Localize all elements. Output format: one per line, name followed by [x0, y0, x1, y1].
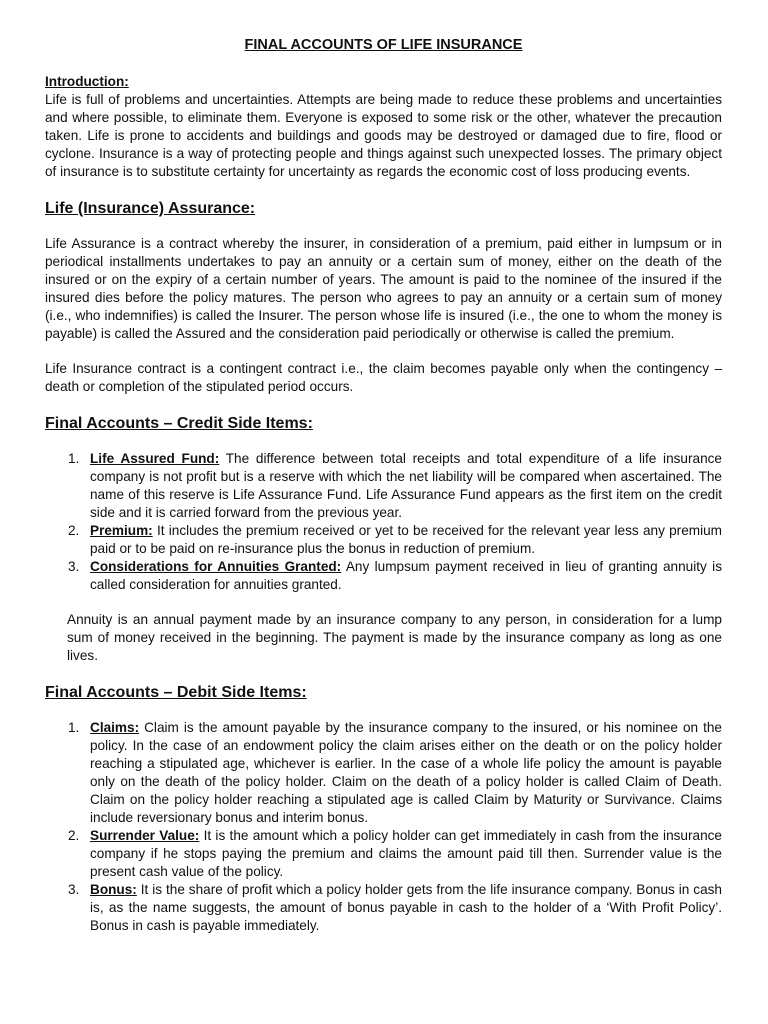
list-item [45, 719, 722, 827]
list-item [45, 827, 722, 881]
debit-side-list [45, 719, 722, 935]
list-text: It is the amount which a policy holder can get immediately in cash from the insurance company if he stops paying the premium and claims the amount paid till then. Surrender value is the present cash value of the policy. [90, 828, 722, 879]
list-term: Surrender Value: [90, 828, 200, 843]
list-number: 1. [68, 720, 80, 735]
list-text: It includes the premium received or yet to be received for the relevant year less any premium paid or to be paid on re-insurance plus the bonus in reduction of premium. [90, 523, 722, 556]
credit-side-list [45, 450, 722, 594]
list-text: It is the share of profit which a policy holder gets from the life insurance company. Bonus in cash is, as the name suggests, the amount of bonus payable in cash to the holder of a ‘With Profit Policy’. Bonus in cash is payable immediately. [90, 882, 722, 933]
list-term: Bonus: [90, 882, 137, 897]
list-item [45, 450, 722, 522]
list-number: 3. [68, 882, 80, 897]
list-term: Claims: [90, 720, 140, 735]
list-text: The difference between total receipts and total expenditure of a life insurance company is not profit but is a reserve with which the net liability will be compared when ascertained. The name of this reserve is Life Assurance Fund. Life Assurance Fund appears as the first item on the credit side and it is carried forward from the previous year. [90, 451, 722, 520]
list-number: 2. [68, 523, 80, 538]
document-page [45, 36, 722, 935]
introduction-heading: Introduction: [45, 74, 129, 89]
list-text: Claim is the amount payable by the insurance company to the insured, or his nominee on the policy. In the case of an endowment policy the claim arises either on the death or on the policy holder reaching a stipulated age, whichever is earlier. In the case of a whole life policy the amount is payable only on the death of the policy holder. Claim on the death of a policy holder is called Claim of Death. Claim on the policy holder reaching a stipulated age is called Claim by Maturity or Survivance. Claims include reversionary bonus and interim bonus. [90, 720, 722, 825]
assurance-paragraph-1: Life Assurance is a contract whereby the insurer, in consideration of a premium, paid either in lumpsum or in periodical installments undertakes to pay an annuity or a certain sum of money, either on the death of the insured or on the expiry of a certain number of years. The amount is paid to the nominee of the insured if the insured dies before the policy matures. The person who agrees to pay an annuity or a certain sum of money (i.e., who indemnifies) is called the Insurer. The person whose life is insured (i.e., the one to whom the money is payable) is called the Assured and the consideration paid periodically or otherwise is called the premium. [45, 236, 722, 341]
list-item [45, 881, 722, 935]
list-term: Considerations for Annuities Granted: [90, 559, 342, 574]
page-title: FINAL ACCOUNTS OF LIFE INSURANCE [244, 37, 523, 53]
list-item [45, 558, 722, 594]
annuity-note: Annuity is an annual payment made by an insurance company to any person, in consideration for a lump sum of money received in the beginning. The payment is made by the insurance company as long as one lives. [67, 612, 722, 663]
credit-side-heading: Final Accounts – Credit Side Items: [45, 415, 313, 432]
assurance-heading: Life (Insurance) Assurance: [45, 200, 256, 217]
list-text: Any lumpsum payment received in lieu of granting annuity is called consideration for annuities granted. [90, 559, 722, 592]
list-number: 2. [68, 828, 80, 843]
list-term: Premium: [90, 523, 153, 538]
list-item [45, 522, 722, 558]
introduction-paragraph: Life is full of problems and uncertainties. Attempts are being made to reduce these problems and uncertainties and where possible, to eliminate them. Everyone is exposed to some risk or the other, whatever the precaution taken. Life is prone to accidents and buildings and goods may be destroyed or damaged due to fire, flood or cyclone. Insurance is a way of protecting people and things against such unexpected losses. The primary object of insurance is to substitute certainty for uncertainty as regards the economic cost of loss producing events. [45, 92, 722, 179]
assurance-paragraph-2: Life Insurance contract is a contingent contract i.e., the claim becomes payable only when the contingency – death or completion of the stipulated period occurs. [45, 361, 722, 394]
debit-side-heading: Final Accounts – Debit Side Items: [45, 684, 307, 701]
list-number: 1. [68, 451, 80, 466]
list-term: Life Assured Fund: [90, 451, 220, 466]
list-number: 3. [68, 559, 80, 574]
